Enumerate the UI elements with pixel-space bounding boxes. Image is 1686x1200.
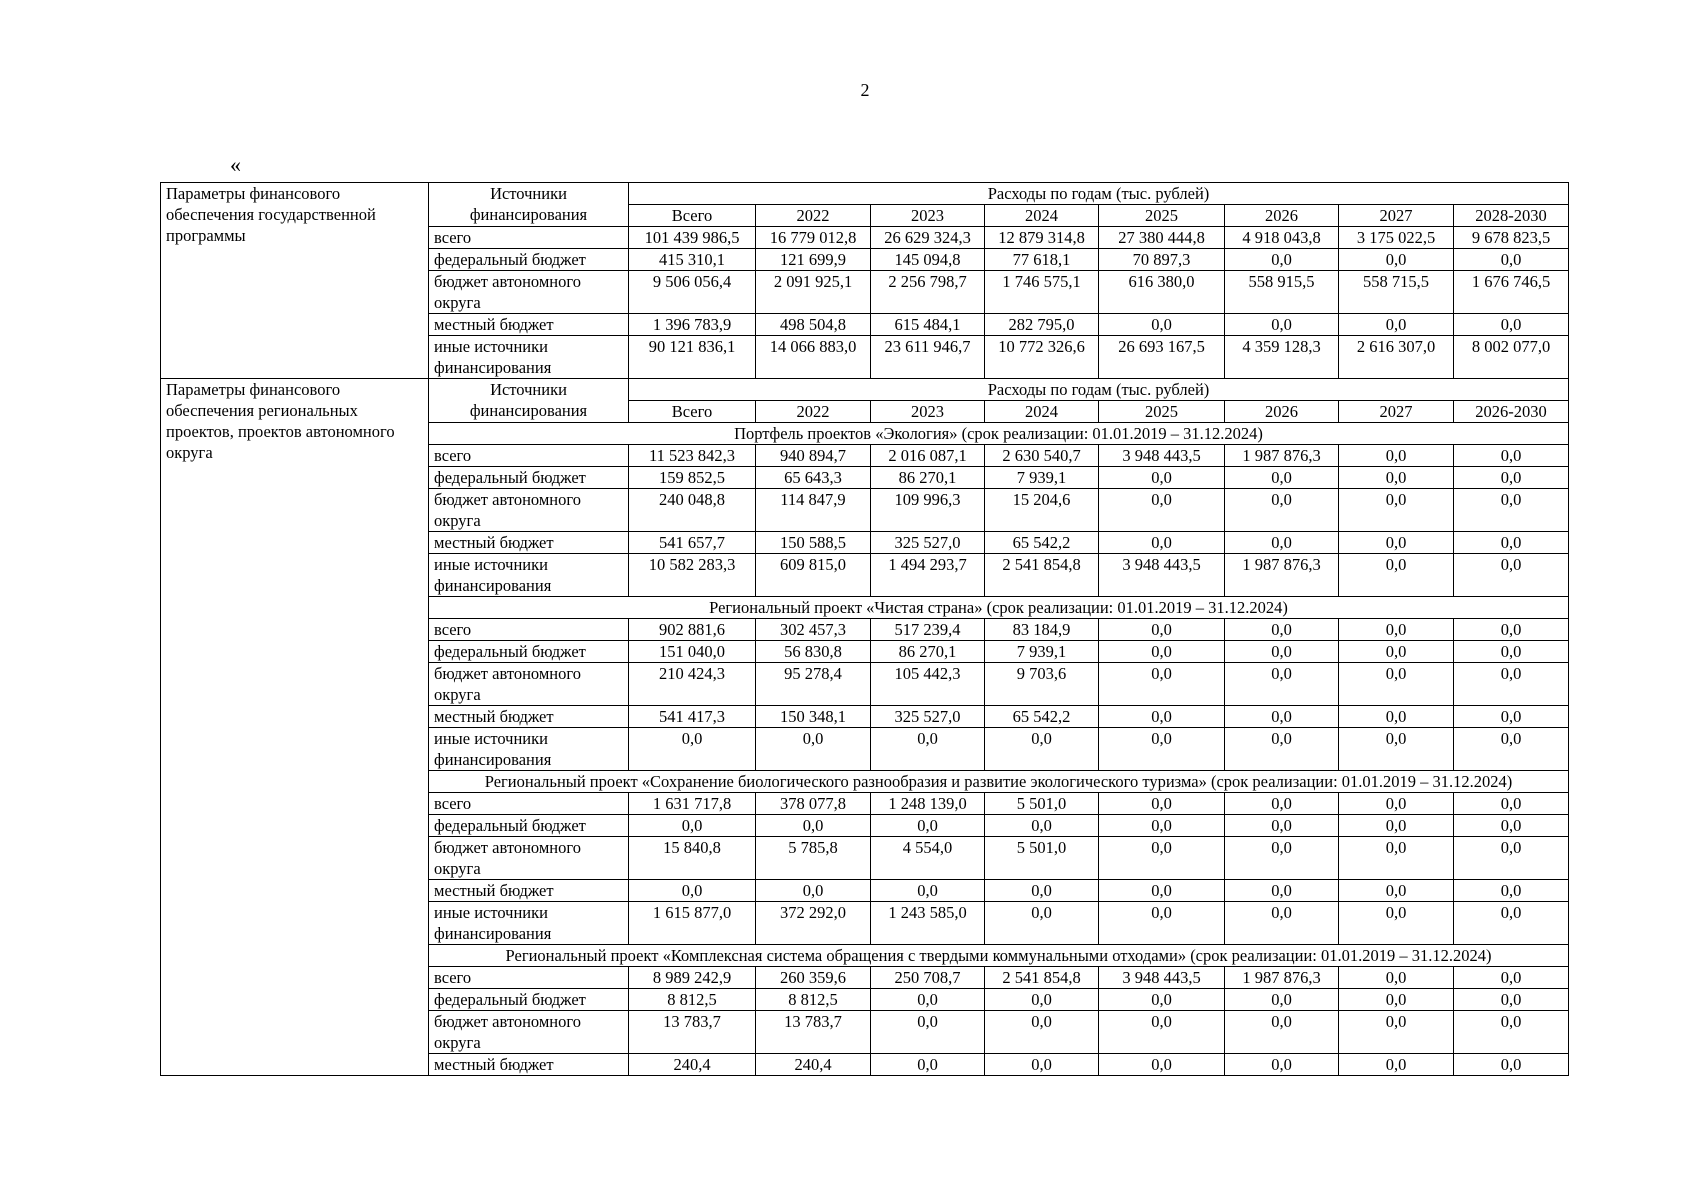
value-cell: 8 812,5	[756, 989, 871, 1011]
value-cell: 10 772 326,6	[985, 336, 1099, 379]
funding-source: местный бюджет	[429, 880, 629, 902]
value-cell: 1 631 717,8	[629, 793, 756, 815]
value-cell: 9 678 823,5	[1454, 227, 1569, 249]
value-cell: 7 939,1	[985, 641, 1099, 663]
value-cell: 0,0	[1339, 619, 1454, 641]
value-cell: 240,4	[756, 1054, 871, 1076]
financing-table	[160, 182, 1569, 1076]
value-cell: 0,0	[1225, 249, 1339, 271]
year-header: 2025	[1099, 401, 1225, 423]
value-cell: 0,0	[1225, 489, 1339, 532]
value-cell: 0,0	[1225, 641, 1339, 663]
value-cell: 0,0	[1225, 837, 1339, 880]
year-header: 2026-2030	[1454, 401, 1569, 423]
funding-source: бюджет автономного округа	[429, 271, 629, 314]
value-cell: 145 094,8	[871, 249, 985, 271]
value-cell: 5 501,0	[985, 793, 1099, 815]
value-cell: 2 016 087,1	[871, 445, 985, 467]
value-cell: 0,0	[1225, 1054, 1339, 1076]
value-cell: 4 554,0	[871, 837, 985, 880]
value-cell: 0,0	[1225, 1011, 1339, 1054]
value-cell: 558 915,5	[1225, 271, 1339, 314]
value-cell: 0,0	[756, 815, 871, 837]
value-cell: 415 310,1	[629, 249, 756, 271]
value-cell: 1 987 876,3	[1225, 445, 1339, 467]
value-cell: 1 248 139,0	[871, 793, 985, 815]
value-cell: 0,0	[1454, 967, 1569, 989]
value-cell: 250 708,7	[871, 967, 985, 989]
value-cell: 0,0	[1454, 706, 1569, 728]
value-cell: 0,0	[1339, 902, 1454, 945]
value-cell: 105 442,3	[871, 663, 985, 706]
year-header: 2025	[1099, 205, 1225, 227]
value-cell: 26 629 324,3	[871, 227, 985, 249]
year-header: 2028-2030	[1454, 205, 1569, 227]
value-cell: 13 783,7	[629, 1011, 756, 1054]
value-cell: 0,0	[1225, 619, 1339, 641]
funding-source: всего	[429, 967, 629, 989]
value-cell: 0,0	[1339, 663, 1454, 706]
value-cell: 86 270,1	[871, 641, 985, 663]
parameter-label: Параметры финансового обеспечения региональных проектов, проектов автономного округа	[161, 379, 429, 1076]
value-cell: 159 852,5	[629, 467, 756, 489]
value-cell: 0,0	[1099, 489, 1225, 532]
value-cell: 0,0	[1339, 880, 1454, 902]
value-cell: 65 542,2	[985, 532, 1099, 554]
value-cell: 23 611 946,7	[871, 336, 985, 379]
value-cell: 1 396 783,9	[629, 314, 756, 336]
funding-source: бюджет автономного округа	[429, 1011, 629, 1054]
value-cell: 240 048,8	[629, 489, 756, 532]
value-cell: 101 439 986,5	[629, 227, 756, 249]
value-cell: 372 292,0	[756, 902, 871, 945]
value-cell: 0,0	[1454, 902, 1569, 945]
value-cell: 0,0	[1099, 641, 1225, 663]
value-cell: 0,0	[1225, 706, 1339, 728]
value-cell: 940 894,7	[756, 445, 871, 467]
value-cell: 27 380 444,8	[1099, 227, 1225, 249]
value-cell: 15 204,6	[985, 489, 1099, 532]
value-cell: 0,0	[1339, 445, 1454, 467]
value-cell: 4 359 128,3	[1225, 336, 1339, 379]
value-cell: 1 676 746,5	[1454, 271, 1569, 314]
value-cell: 0,0	[1454, 663, 1569, 706]
value-cell: 260 359,6	[756, 967, 871, 989]
value-cell: 210 424,3	[629, 663, 756, 706]
value-cell: 0,0	[1454, 1054, 1569, 1076]
value-cell: 3 948 443,5	[1099, 554, 1225, 597]
value-cell: 70 897,3	[1099, 249, 1225, 271]
funding-source: федеральный бюджет	[429, 467, 629, 489]
value-cell: 2 541 854,8	[985, 554, 1099, 597]
value-cell: 0,0	[1454, 728, 1569, 771]
value-cell: 558 715,5	[1339, 271, 1454, 314]
value-cell: 498 504,8	[756, 314, 871, 336]
value-cell: 65 542,2	[985, 706, 1099, 728]
value-cell: 26 693 167,5	[1099, 336, 1225, 379]
value-cell: 2 616 307,0	[1339, 336, 1454, 379]
value-cell: 7 939,1	[985, 467, 1099, 489]
value-cell: 0,0	[1225, 902, 1339, 945]
year-header: 2023	[871, 205, 985, 227]
funding-source: федеральный бюджет	[429, 249, 629, 271]
funding-source: иные источники финансирования	[429, 554, 629, 597]
value-cell: 0,0	[1099, 728, 1225, 771]
value-cell: 95 278,4	[756, 663, 871, 706]
funding-source: местный бюджет	[429, 314, 629, 336]
value-cell: 541 417,3	[629, 706, 756, 728]
value-cell: 0,0	[1225, 728, 1339, 771]
value-cell: 0,0	[1454, 1011, 1569, 1054]
value-cell: 0,0	[1099, 706, 1225, 728]
value-cell: 0,0	[1454, 532, 1569, 554]
value-cell: 0,0	[1339, 1011, 1454, 1054]
value-cell: 83 184,9	[985, 619, 1099, 641]
project-title: Региональный проект «Сохранение биологического разнообразия и развитие экологического туризма» (срок реализации: 01.01.2019 – 31.12.2024)	[429, 771, 1569, 793]
value-cell: 8 002 077,0	[1454, 336, 1569, 379]
value-cell: 0,0	[1454, 837, 1569, 880]
expenses-header: Расходы по годам (тыс. рублей)	[629, 183, 1569, 205]
value-cell: 0,0	[871, 880, 985, 902]
value-cell: 0,0	[1454, 989, 1569, 1011]
value-cell: 302 457,3	[756, 619, 871, 641]
value-cell: 0,0	[1099, 815, 1225, 837]
value-cell: 0,0	[985, 880, 1099, 902]
year-header: 2027	[1339, 401, 1454, 423]
value-cell: 0,0	[756, 880, 871, 902]
year-header: 2022	[756, 205, 871, 227]
value-cell: 0,0	[1339, 989, 1454, 1011]
value-cell: 1 494 293,7	[871, 554, 985, 597]
value-cell: 109 996,3	[871, 489, 985, 532]
value-cell: 0,0	[1339, 489, 1454, 532]
value-cell: 0,0	[871, 989, 985, 1011]
value-cell: 9 703,6	[985, 663, 1099, 706]
value-cell: 150 588,5	[756, 532, 871, 554]
value-cell: 8 989 242,9	[629, 967, 756, 989]
value-cell: 378 077,8	[756, 793, 871, 815]
value-cell: 3 175 022,5	[1339, 227, 1454, 249]
funding-source: местный бюджет	[429, 706, 629, 728]
funding-source: местный бюджет	[429, 1054, 629, 1076]
value-cell: 2 630 540,7	[985, 445, 1099, 467]
opening-quote: «	[230, 152, 241, 177]
value-cell: 0,0	[1339, 815, 1454, 837]
value-cell: 0,0	[1454, 793, 1569, 815]
funding-source: иные источники финансирования	[429, 728, 629, 771]
value-cell: 0,0	[1225, 815, 1339, 837]
value-cell: 0,0	[1339, 728, 1454, 771]
year-header: 2027	[1339, 205, 1454, 227]
parameter-label: Параметры финансового обеспечения государственной программы	[161, 183, 429, 379]
value-cell: 0,0	[1339, 967, 1454, 989]
value-cell: 0,0	[1099, 467, 1225, 489]
value-cell: 11 523 842,3	[629, 445, 756, 467]
value-cell: 0,0	[1099, 902, 1225, 945]
value-cell: 4 918 043,8	[1225, 227, 1339, 249]
value-cell: 0,0	[1454, 619, 1569, 641]
value-cell: 8 812,5	[629, 989, 756, 1011]
year-header: Всего	[629, 401, 756, 423]
value-cell: 0,0	[1454, 467, 1569, 489]
value-cell: 0,0	[1454, 249, 1569, 271]
year-header: 2026	[1225, 205, 1339, 227]
value-cell: 56 830,8	[756, 641, 871, 663]
value-cell: 0,0	[629, 728, 756, 771]
value-cell: 1 987 876,3	[1225, 967, 1339, 989]
value-cell: 14 066 883,0	[756, 336, 871, 379]
value-cell: 616 380,0	[1099, 271, 1225, 314]
funding-source: иные источники финансирования	[429, 902, 629, 945]
funding-source: федеральный бюджет	[429, 641, 629, 663]
value-cell: 240,4	[629, 1054, 756, 1076]
value-cell: 541 657,7	[629, 532, 756, 554]
value-cell: 0,0	[1339, 314, 1454, 336]
value-cell: 0,0	[1099, 1054, 1225, 1076]
funding-source: бюджет автономного округа	[429, 489, 629, 532]
value-cell: 0,0	[1225, 314, 1339, 336]
value-cell: 1 243 585,0	[871, 902, 985, 945]
value-cell: 325 527,0	[871, 706, 985, 728]
value-cell: 0,0	[1225, 663, 1339, 706]
value-cell: 0,0	[1339, 249, 1454, 271]
funding-source: всего	[429, 445, 629, 467]
funding-source: бюджет автономного округа	[429, 837, 629, 880]
value-cell: 0,0	[1099, 663, 1225, 706]
value-cell: 5 785,8	[756, 837, 871, 880]
year-header: 2022	[756, 401, 871, 423]
value-cell: 3 948 443,5	[1099, 967, 1225, 989]
value-cell: 10 582 283,3	[629, 554, 756, 597]
value-cell: 0,0	[1225, 467, 1339, 489]
year-header: 2024	[985, 401, 1099, 423]
value-cell: 1 746 575,1	[985, 271, 1099, 314]
value-cell: 0,0	[985, 989, 1099, 1011]
value-cell: 0,0	[1454, 880, 1569, 902]
value-cell: 0,0	[629, 880, 756, 902]
value-cell: 0,0	[1339, 793, 1454, 815]
funding-source: федеральный бюджет	[429, 815, 629, 837]
value-cell: 0,0	[1225, 989, 1339, 1011]
value-cell: 5 501,0	[985, 837, 1099, 880]
value-cell: 90 121 836,1	[629, 336, 756, 379]
value-cell: 0,0	[1099, 989, 1225, 1011]
value-cell: 0,0	[629, 815, 756, 837]
year-header: 2026	[1225, 401, 1339, 423]
value-cell: 15 840,8	[629, 837, 756, 880]
value-cell: 9 506 056,4	[629, 271, 756, 314]
value-cell: 0,0	[985, 815, 1099, 837]
value-cell: 0,0	[1339, 706, 1454, 728]
value-cell: 2 541 854,8	[985, 967, 1099, 989]
value-cell: 0,0	[1225, 880, 1339, 902]
value-cell: 12 879 314,8	[985, 227, 1099, 249]
value-cell: 0,0	[1099, 793, 1225, 815]
project-title: Портфель проектов «Экология» (срок реализации: 01.01.2019 – 31.12.2024)	[429, 423, 1569, 445]
value-cell: 0,0	[1454, 314, 1569, 336]
value-cell: 0,0	[1225, 793, 1339, 815]
project-title: Региональный проект «Комплексная система обращения с твердыми коммунальными отходами» (срок реализации: 01.01.2019 – 31.12.2024)	[429, 945, 1569, 967]
value-cell: 0,0	[871, 815, 985, 837]
value-cell: 150 348,1	[756, 706, 871, 728]
value-cell: 1 615 877,0	[629, 902, 756, 945]
value-cell: 0,0	[1454, 815, 1569, 837]
value-cell: 0,0	[756, 728, 871, 771]
value-cell: 282 795,0	[985, 314, 1099, 336]
value-cell: 86 270,1	[871, 467, 985, 489]
year-header: 2024	[985, 205, 1099, 227]
value-cell: 114 847,9	[756, 489, 871, 532]
value-cell: 0,0	[1099, 880, 1225, 902]
funding-source: иные источники финансирования	[429, 336, 629, 379]
funding-source: всего	[429, 619, 629, 641]
value-cell: 0,0	[985, 902, 1099, 945]
value-cell: 609 815,0	[756, 554, 871, 597]
project-title: Региональный проект «Чистая страна» (срок реализации: 01.01.2019 – 31.12.2024)	[429, 597, 1569, 619]
value-cell: 0,0	[1099, 532, 1225, 554]
funding-source: всего	[429, 227, 629, 249]
value-cell: 0,0	[1099, 619, 1225, 641]
year-header: Всего	[629, 205, 756, 227]
value-cell: 0,0	[1099, 837, 1225, 880]
value-cell: 65 643,3	[756, 467, 871, 489]
value-cell: 0,0	[871, 1011, 985, 1054]
value-cell: 0,0	[1454, 554, 1569, 597]
value-cell: 0,0	[1339, 1054, 1454, 1076]
value-cell: 0,0	[985, 1054, 1099, 1076]
funding-source: бюджет автономного округа	[429, 663, 629, 706]
page-number: 2	[860, 80, 870, 100]
sources-header: Источники финансирования	[429, 379, 629, 423]
value-cell: 0,0	[1099, 314, 1225, 336]
value-cell: 0,0	[1454, 489, 1569, 532]
table-header-row	[161, 379, 1569, 401]
value-cell: 0,0	[1225, 532, 1339, 554]
value-cell: 0,0	[985, 728, 1099, 771]
funding-source: всего	[429, 793, 629, 815]
sources-header: Источники финансирования	[429, 183, 629, 227]
value-cell: 0,0	[871, 728, 985, 771]
value-cell: 151 040,0	[629, 641, 756, 663]
value-cell: 0,0	[1454, 445, 1569, 467]
value-cell: 13 783,7	[756, 1011, 871, 1054]
value-cell: 0,0	[1339, 837, 1454, 880]
value-cell: 0,0	[985, 1011, 1099, 1054]
value-cell: 902 881,6	[629, 619, 756, 641]
value-cell: 2 091 925,1	[756, 271, 871, 314]
value-cell: 2 256 798,7	[871, 271, 985, 314]
funding-source: местный бюджет	[429, 532, 629, 554]
table-header-row	[161, 183, 1569, 205]
value-cell: 0,0	[1454, 641, 1569, 663]
value-cell: 517 239,4	[871, 619, 985, 641]
expenses-header: Расходы по годам (тыс. рублей)	[629, 379, 1569, 401]
value-cell: 325 527,0	[871, 532, 985, 554]
value-cell: 0,0	[871, 1054, 985, 1076]
value-cell: 0,0	[1339, 554, 1454, 597]
value-cell: 0,0	[1339, 532, 1454, 554]
value-cell: 0,0	[1339, 641, 1454, 663]
value-cell: 121 699,9	[756, 249, 871, 271]
value-cell: 3 948 443,5	[1099, 445, 1225, 467]
value-cell: 1 987 876,3	[1225, 554, 1339, 597]
value-cell: 615 484,1	[871, 314, 985, 336]
value-cell: 0,0	[1339, 467, 1454, 489]
value-cell: 77 618,1	[985, 249, 1099, 271]
funding-source: федеральный бюджет	[429, 989, 629, 1011]
value-cell: 0,0	[1099, 1011, 1225, 1054]
value-cell: 16 779 012,8	[756, 227, 871, 249]
year-header: 2023	[871, 401, 985, 423]
